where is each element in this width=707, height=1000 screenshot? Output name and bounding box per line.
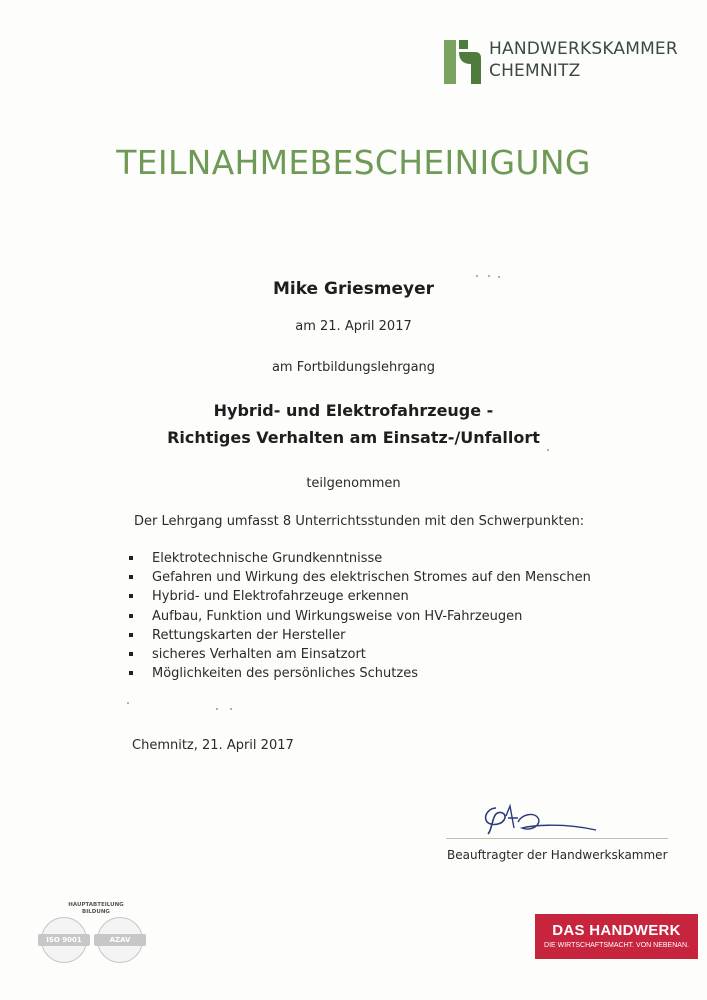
scan-speck bbox=[230, 708, 232, 710]
seal-header bbox=[56, 902, 136, 916]
course-title-line-1: Hybrid- und Elektrofahrzeuge - bbox=[213, 401, 494, 420]
das-handwerk-wordmark: DAS HANDWERK bbox=[552, 922, 681, 939]
scan-speck bbox=[488, 275, 490, 277]
signature-line bbox=[446, 838, 668, 839]
topic-text: sicheres Verhalten am Einsatzort bbox=[152, 647, 366, 663]
topic-text: Möglichkeiten des persönliches Schutzes bbox=[152, 666, 418, 682]
course-date: am 21. April 2017 bbox=[295, 319, 412, 334]
signature-icon bbox=[470, 800, 620, 840]
course-title-line-2: Richtiges Verhalten am Einsatz-/Unfallort bbox=[167, 428, 540, 447]
bullet-icon bbox=[129, 575, 133, 579]
took-part-text: teilgenommen bbox=[306, 476, 401, 491]
bullet-icon bbox=[129, 633, 133, 637]
signature-caption: Beauftragter der Handwerkskammer bbox=[447, 848, 668, 862]
das-handwerk-logo bbox=[535, 914, 698, 959]
certificate-title: TEILNAHMEBESCHEINIGUNG bbox=[116, 143, 591, 182]
scan-speck bbox=[547, 449, 549, 451]
logo-line-2: CHEMNITZ bbox=[489, 61, 581, 81]
bullet-icon bbox=[129, 556, 133, 560]
topic-text: Rettungskarten der Hersteller bbox=[152, 627, 346, 643]
topic-text: Hybrid- und Elektrofahrzeuge erkennen bbox=[152, 589, 409, 605]
azav-seal-label: AZAV bbox=[94, 934, 146, 946]
handwerkskammer-mark-icon bbox=[444, 40, 481, 84]
topic-text: Gefahren und Wirkung des elektrischen Stromes auf den Menschen bbox=[152, 570, 591, 586]
logo-line-1: HANDWERKSKAMMER bbox=[489, 39, 678, 59]
iso-seal bbox=[41, 917, 87, 963]
seal-header-line-1: HAUPTABTEILUNG bbox=[68, 902, 124, 908]
list-item bbox=[128, 587, 591, 606]
bullet-icon bbox=[129, 614, 133, 618]
seal-header-line-2: BILDUNG bbox=[82, 909, 110, 915]
list-item bbox=[128, 626, 591, 645]
scan-speck bbox=[216, 708, 218, 710]
scope-intro: Der Lehrgang umfasst 8 Unterrichtsstunden mit den Schwerpunkten: bbox=[134, 514, 585, 529]
bullet-icon bbox=[129, 671, 133, 675]
iso-seal-label: ISO 9001 bbox=[38, 934, 90, 946]
list-item bbox=[128, 607, 591, 626]
scan-speck bbox=[127, 702, 129, 704]
bullet-icon bbox=[129, 594, 133, 598]
topic-text: Aufbau, Funktion und Wirkungsweise von HV-Fahrzeugen bbox=[152, 608, 523, 624]
course-intro: am Fortbildungslehrgang bbox=[271, 360, 436, 375]
place-and-date: Chemnitz, 21. April 2017 bbox=[132, 738, 294, 753]
handwerkskammer-logo bbox=[444, 38, 694, 86]
topic-list bbox=[128, 549, 591, 683]
topic-text: Elektrotechnische Grundkenntnisse bbox=[152, 551, 383, 566]
azav-seal bbox=[97, 917, 143, 963]
participant-name: Mike Griesmeyer bbox=[272, 279, 435, 299]
scan-speck bbox=[476, 275, 478, 277]
scan-speck bbox=[498, 276, 500, 278]
list-item bbox=[128, 664, 591, 683]
list-item bbox=[128, 568, 591, 587]
bullet-icon bbox=[129, 652, 133, 656]
logo-wordmark bbox=[489, 38, 678, 82]
list-item bbox=[128, 645, 591, 664]
das-handwerk-slogan: DIE WIRTSCHAFTSMACHT. VON NEBENAN. bbox=[544, 942, 689, 949]
list-item bbox=[128, 549, 591, 568]
